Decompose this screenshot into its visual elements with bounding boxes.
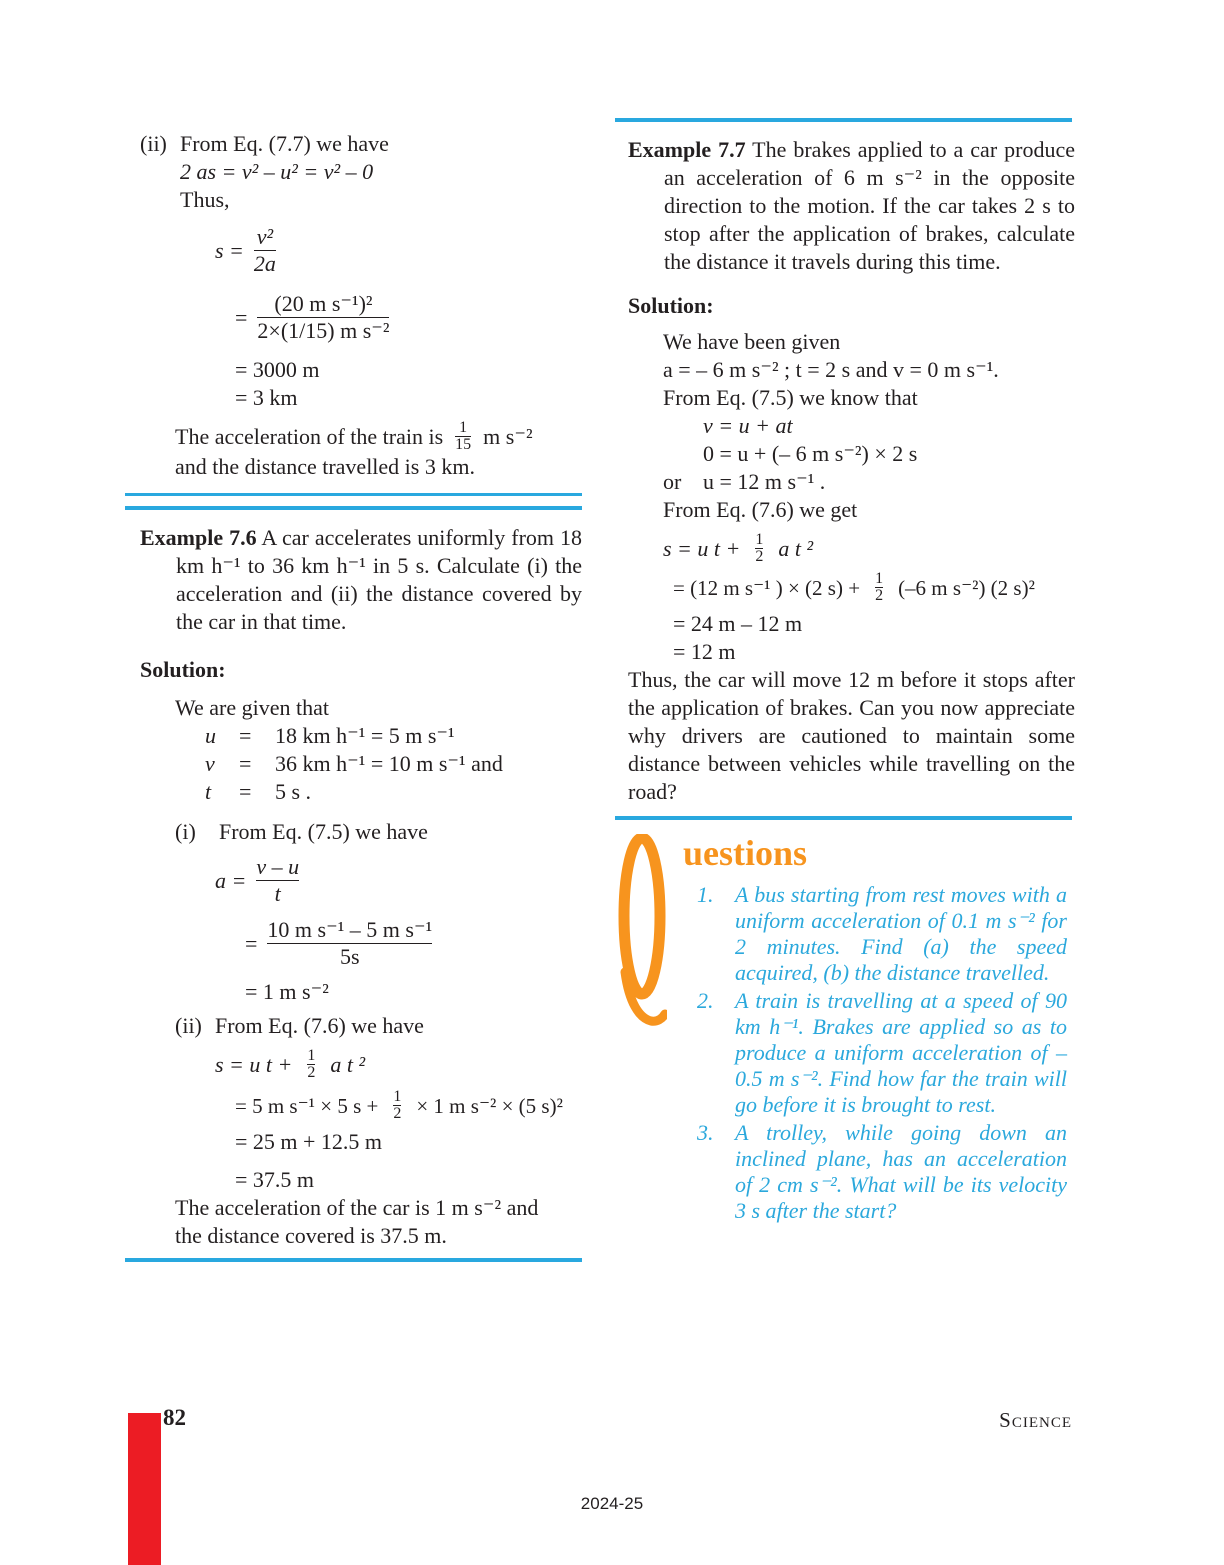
equation-lhs: = (245, 930, 258, 956)
fraction-denominator: 2a (253, 251, 276, 276)
equation-pre: s = u t + (663, 535, 741, 561)
left-column (140, 130, 582, 1262)
result-37-5m: = 37.5 m (235, 1167, 315, 1192)
given-variable: u (205, 723, 216, 748)
step-text (180, 130, 389, 214)
questions-section (617, 834, 1075, 1226)
equation-pre: = (12 m s⁻¹ ) × (2 s) + (673, 575, 861, 600)
step-ii-eq76 (175, 1012, 582, 1040)
equation-s-v2-over-2a (215, 224, 582, 277)
list-marker: (ii) (140, 131, 167, 156)
given-line1: We have been given (663, 329, 841, 354)
question-text: A bus starting from rest moves with a uniform acceleration of 0.1 m s⁻² for 2 minutes. Find (a) the speed acquired, (b) the distance travelled. (735, 882, 1067, 985)
given-value: 36 km h⁻¹ = 10 m s⁻¹ and (275, 751, 503, 776)
question-number: 3. (697, 1120, 714, 1145)
fraction-numerator: v – u (256, 854, 300, 879)
fraction-one-half (875, 571, 883, 604)
step-i-eq75 (175, 818, 582, 846)
equation-substituted (235, 291, 582, 344)
equation-a-substituted (245, 917, 582, 970)
fraction-denominator: 2 (875, 587, 884, 604)
given-row-u (205, 722, 582, 750)
list-marker: (ii) (175, 1013, 202, 1038)
equation-s-substituted (235, 1089, 582, 1122)
fraction (267, 917, 432, 970)
equation-post: a t ² (330, 1051, 366, 1077)
fraction-numerator: (20 m s⁻¹)² (274, 291, 373, 316)
equation-lhs: s = (215, 237, 244, 263)
car-conclusion-line1: The acceleration of the car is 1 m s⁻² and (175, 1195, 539, 1220)
rule-gap (140, 496, 582, 506)
question-number: 2. (697, 988, 714, 1013)
fraction-denominator: 2 (393, 1105, 402, 1122)
given-value: 5 s . (275, 779, 312, 804)
or-word: or (663, 469, 682, 494)
fraction-numerator: v² (256, 224, 274, 249)
equation-s-substituted (673, 571, 1075, 604)
fraction-denominator: 15 (455, 436, 472, 453)
fraction (257, 291, 389, 344)
example-box-rule-bottom (125, 1258, 582, 1262)
fraction (254, 224, 276, 277)
page-number: 82 (163, 1405, 186, 1430)
fraction-numerator: 1 (755, 531, 764, 548)
step-ii-eq77 (140, 130, 582, 214)
questions-rule-top (615, 816, 1072, 820)
question-1 (683, 882, 1075, 986)
fraction-numerator: 1 (307, 1047, 316, 1064)
questions-body (667, 834, 1075, 1226)
fraction-denominator: t (256, 880, 299, 907)
step-line3: Thus, (180, 187, 230, 212)
equation-post: (–6 m s⁻²) (2 s)² (898, 575, 1035, 600)
given-line2: a = – 6 m s⁻² ; t = 2 s and v = 0 m s⁻¹. (663, 357, 999, 382)
example-7-7 (628, 136, 1075, 276)
equation-2as: 2 as = v² – u² = v² – 0 (180, 159, 374, 184)
equation-s-ut-half-at2 (215, 1048, 582, 1081)
inline-fraction-1-15 (455, 420, 471, 453)
or-u-12 (663, 468, 1075, 496)
equation-lhs: a = (215, 867, 247, 893)
example-box-rule-top (615, 118, 1072, 122)
given-variable: t (205, 779, 212, 804)
fraction (256, 854, 299, 907)
equation-a-v-minus-u-over-t (215, 854, 582, 907)
step-text: From Eq. (7.6) we have (215, 1013, 424, 1038)
equation-v-u-at: v = u + at (703, 413, 793, 438)
example-text: A car accelerates uniformly from 18 km h⁻¹ to 36 km h⁻¹ in 5 s. Calculate (i) the acceleration and (ii) the distance covered by the car in that time. (176, 525, 582, 634)
car-conclusion-line2: the distance covered is 37.5 m. (175, 1223, 447, 1248)
train-conclusion-line2: and the distance travelled is 3 km. (175, 454, 475, 479)
conclusion-pre: The acceleration of the train is (175, 423, 444, 449)
step-text: From Eq. (7.5) we have (219, 819, 428, 844)
given-value: 18 km h⁻¹ = 5 m s⁻¹ (275, 723, 455, 748)
equation-pre: s = u t + (215, 1051, 293, 1077)
example-text: The brakes applied to a car produce an acceleration of 6 m s⁻² in the opposite direction to the motion. If the car takes 2 s to stop after the application of brakes, calculate the distance it travels during this time. (664, 137, 1075, 274)
right-column (628, 118, 1075, 1226)
page-edge-red-bar (128, 1413, 161, 1565)
given-equals: = (239, 779, 252, 804)
conclusion-post: m s⁻² (483, 423, 533, 449)
list-marker: (i) (175, 819, 196, 844)
equation-s-ut-half-at2 (663, 532, 1075, 565)
given-row-t (205, 778, 582, 806)
fraction-denominator: 2 (307, 1064, 316, 1081)
result-1ms2: = 1 m s⁻² (245, 979, 329, 1004)
fraction-one-half (307, 1048, 315, 1081)
example-label: Example 7.6 (140, 525, 257, 550)
question-text: A train is travelling at a speed of 90 km h⁻¹. Brakes are applied so as to produce a uniform acceleration of – 0.5 m s⁻². Find how far the train will go before it is brought to rest. (735, 988, 1067, 1117)
questions-heading: uestions (683, 833, 808, 873)
train-conclusion-line1 (175, 420, 582, 453)
edition-year: 2024-25 (580, 1494, 644, 1513)
big-q-icon (617, 834, 667, 1026)
result-24m-12m: = 24 m – 12 m (673, 611, 803, 636)
given-row-v (205, 750, 582, 778)
example-7-6 (140, 524, 582, 636)
step-line1: From Eq. (7.7) we have (180, 131, 389, 156)
fraction-one-half (755, 532, 763, 565)
fraction-numerator: 1 (393, 1088, 402, 1105)
result-25m: = 25 m + 12.5 m (235, 1129, 383, 1154)
thus-paragraph: Thus, the car will move 12 m before it stops after the application of brakes. Can you now appreciate why drivers are cautioned to maintain some distance between vehicles while travelling on the road? (628, 667, 1075, 804)
given-intro: We are given that (175, 695, 329, 720)
train-conclusion (175, 420, 582, 481)
fraction-denominator: 5s (267, 943, 432, 970)
given-equals: = (239, 723, 252, 748)
fraction-denominator: 2 (755, 548, 764, 565)
from-eq-75: From Eq. (7.5) we know that (663, 385, 918, 410)
equation-lhs: = (235, 304, 248, 330)
equation-0-u-6ms2: 0 = u + (– 6 m s⁻²) × 2 s (703, 441, 918, 466)
from-eq-76: From Eq. (7.6) we get (663, 497, 858, 522)
book-title: Science (999, 1408, 1072, 1432)
result-3km: = 3 km (235, 385, 298, 410)
car-conclusion (175, 1194, 582, 1250)
result-3000m: = 3000 m (235, 357, 320, 382)
example-box-rule-top (125, 506, 582, 510)
given-equals: = (239, 751, 252, 776)
fraction-denominator: 2×(1/15) m s⁻² (257, 318, 390, 343)
fraction-one-half (393, 1089, 401, 1122)
question-number: 1. (697, 882, 714, 907)
equation-post: × 1 m s⁻² × (5 s)² (416, 1093, 563, 1118)
question-3 (683, 1120, 1075, 1224)
questions-q-initial (617, 834, 667, 1226)
given-variable: v (205, 751, 215, 776)
equation-post: a t ² (778, 535, 814, 561)
solution-heading: Solution: (140, 657, 226, 682)
or-equation: u = 12 m s⁻¹ . (703, 469, 826, 494)
result-12m: = 12 m (673, 639, 736, 664)
fraction-numerator: 1 (459, 419, 468, 436)
fraction-numerator: 1 (875, 570, 884, 587)
fraction-numerator: 10 m s⁻¹ – 5 m s⁻¹ (267, 917, 433, 942)
question-text: A trolley, while going down an inclined plane, has an acceleration of 2 cm s⁻². What will be its velocity 3 s after the start? (735, 1120, 1067, 1223)
question-2 (683, 988, 1075, 1118)
equation-pre: = 5 m s⁻¹ × 5 s + (235, 1093, 379, 1118)
solution-heading: Solution: (628, 293, 714, 318)
example-label: Example 7.7 (628, 137, 746, 162)
